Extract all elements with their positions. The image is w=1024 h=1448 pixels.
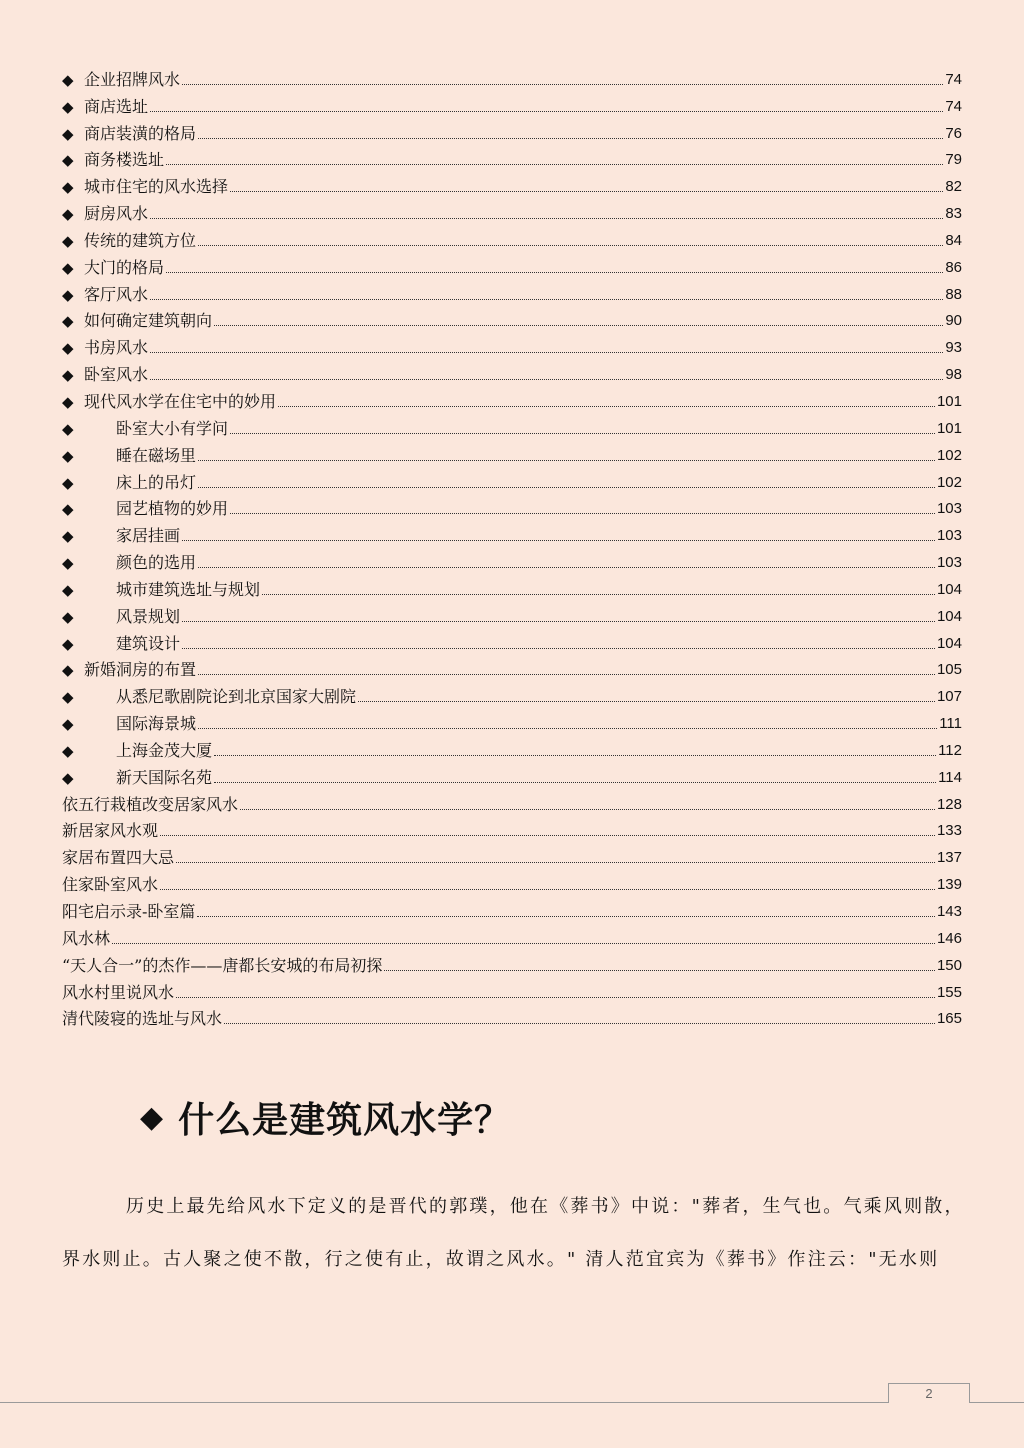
toc-dot-leader [166,271,943,273]
toc-entry-page: 76 [945,124,962,142]
toc-entry[interactable] [62,975,962,1002]
diamond-bullet-icon: ◆ [140,1100,165,1135]
toc-entry-page: 74 [945,70,962,88]
diamond-bullet-icon: ◆ [62,473,74,492]
toc-entry-page: 103 [936,527,962,545]
toc-entry-title: 客厅风水 [84,284,149,304]
toc-entry-page: 103 [936,500,962,518]
diamond-bullet-icon: ◆ [62,580,74,599]
toc-dot-leader [278,405,935,407]
toc-entry[interactable] [62,948,962,975]
toc-entry[interactable] [62,143,962,170]
diamond-bullet-icon: ◆ [62,97,74,116]
toc-entry-page: 84 [945,231,962,249]
toc-entry-title: 清代陵寝的选址与风水 [62,1009,223,1029]
toc-entry-title: 商店装潢的格局 [84,123,197,143]
toc-entry-page: 128 [936,795,962,813]
toc-dot-leader [214,781,936,783]
diamond-bullet-icon: ◆ [62,366,74,385]
diamond-bullet-icon: ◆ [62,178,74,197]
toc-entry[interactable] [62,894,962,921]
toc-entry-page: 137 [936,849,962,867]
paragraph-line-2: 界水则止。古人聚之使不散，行之使有止，故谓之风水。" 清人范宜宾为《葬书》作注云："无水则 [62,1249,940,1270]
toc-entry-page: 74 [945,97,962,115]
toc-dot-leader [214,324,943,326]
toc-entry-title: 上海金茂大厦 [116,740,213,760]
toc-entry-page: 83 [945,205,962,223]
toc-entry-page: 150 [936,956,962,974]
toc-entry-page: 102 [936,473,962,491]
toc-entry-title: 传统的建筑方位 [84,230,197,250]
toc-entry-title: 家居挂画 [116,526,181,546]
toc-entry[interactable] [62,223,962,250]
toc-entry-title: 风景规划 [116,606,181,626]
diamond-bullet-icon: ◆ [62,527,74,546]
toc-dot-leader [198,727,937,729]
toc-dot-leader [150,217,943,219]
toc-entry[interactable] [62,814,962,841]
toc-dot-leader [230,190,943,192]
toc-entry-title: 城市建筑选址与规划 [116,579,261,599]
toc-entry-page: 111 [939,715,962,733]
toc-dot-leader [150,351,943,353]
toc-entry[interactable] [62,840,962,867]
toc-entry-title: 商务楼选址 [84,150,165,170]
diamond-bullet-icon: ◆ [62,339,74,358]
toc-dot-leader [182,620,935,622]
toc-entry[interactable] [62,706,962,733]
toc-dot-leader [150,298,943,300]
toc-entry-title: 卧室风水 [84,365,149,385]
toc-entry-page: 82 [945,178,962,196]
toc-entry-title: 园艺植物的妙用 [116,499,229,519]
toc-entry-title: 现代风水学在住宅中的妙用 [84,391,277,411]
toc-dot-leader [240,808,935,810]
footer-rule [0,1402,1024,1403]
toc-dot-leader [160,834,935,836]
page-number: 2 [925,1386,933,1401]
toc-entry[interactable] [62,760,962,787]
toc-entry[interactable] [62,89,962,116]
diamond-bullet-icon: ◆ [62,688,74,707]
diamond-bullet-icon: ◆ [62,661,74,680]
toc-entry-title: 企业招牌风水 [84,69,181,89]
toc-entry-page: 90 [945,312,962,330]
toc-entry-page: 101 [936,419,962,437]
toc-entry[interactable] [62,277,962,304]
toc-entry-title: 风水村里说风水 [62,982,175,1002]
toc-entry-title: 新天国际名苑 [116,767,213,787]
toc-entry-title: 新居家风水观 [62,821,159,841]
toc-entry[interactable] [62,62,962,89]
toc-entry-page: 101 [936,392,962,410]
toc-dot-leader [176,996,935,998]
toc-entry-title: 家居布置四大忌 [62,848,175,868]
toc-dot-leader [150,110,943,112]
toc-entry-title: 从悉尼歌剧院论到北京国家大剧院 [116,687,357,707]
toc-entry-title: 卧室大小有学问 [116,418,229,438]
toc-entry[interactable] [62,492,962,519]
section-heading-text: 什么是建筑风水学？ [178,1100,512,1141]
toc-entry[interactable] [62,545,962,572]
toc-entry[interactable] [62,599,962,626]
toc-entry-page: 133 [936,822,962,840]
toc-entry-title: 城市住宅的风水选择 [84,177,229,197]
toc-entry-title: “天人合一”的杰作——唐都长安城的布局初探 [62,955,383,975]
toc-entry-page: 104 [936,634,962,652]
toc-entry-page: 155 [936,983,962,1001]
toc-entry[interactable] [62,679,962,706]
toc-entry-title: 睡在磁场里 [116,445,197,465]
toc-entry-title: 商店选址 [84,96,149,116]
toc-entry[interactable] [62,330,962,357]
toc-dot-leader [198,244,943,246]
toc-entry[interactable] [62,357,962,384]
diamond-bullet-icon: ◆ [62,151,74,170]
toc-entry-title: 新婚洞房的布置 [84,660,197,680]
toc-entry[interactable] [62,787,962,814]
toc-entry-page: 93 [945,339,962,357]
toc-dot-leader [262,593,935,595]
diamond-bullet-icon: ◆ [62,715,74,734]
toc-entry[interactable] [62,653,962,680]
toc-entry-page: 86 [945,258,962,276]
toc-entry-page: 146 [936,929,962,947]
toc-dot-leader [358,700,935,702]
diamond-bullet-icon: ◆ [62,231,74,250]
toc-dot-leader [176,861,935,863]
diamond-bullet-icon: ◆ [62,312,74,331]
toc-entry[interactable] [62,733,962,760]
toc-entry[interactable] [62,411,962,438]
toc-dot-leader [230,432,935,434]
toc-entry-page: 88 [945,285,962,303]
toc-entry-page: 104 [936,580,962,598]
toc-entry-title: 依五行栽植改变居家风水 [62,794,239,814]
toc-entry-title: 建筑设计 [116,633,181,653]
toc-entry[interactable] [62,169,962,196]
toc-entry-page: 114 [938,768,962,786]
diamond-bullet-icon: ◆ [62,258,74,277]
toc-dot-leader [198,137,943,139]
toc-entry[interactable] [62,304,962,331]
toc-entry-title: 住家卧室风水 [62,875,159,895]
toc-entry-title: 床上的吊灯 [116,472,197,492]
diamond-bullet-icon: ◆ [62,741,74,760]
toc-entry[interactable] [62,384,962,411]
toc-entry[interactable] [62,250,962,277]
toc-entry[interactable] [62,196,962,223]
toc-entry-page: 143 [936,903,962,920]
toc-entry[interactable] [62,438,962,465]
diamond-bullet-icon: ◆ [62,500,74,519]
toc-entry[interactable] [62,1002,962,1029]
toc-dot-leader [198,486,935,488]
toc-entry-title: 大门的格局 [84,257,165,277]
toc-entry-title: 风水林 [62,928,111,948]
toc-dot-leader [230,512,935,514]
toc-entry-page: 103 [936,554,962,572]
toc-entry[interactable] [62,867,962,894]
toc-dot-leader [160,888,935,890]
diamond-bullet-icon: ◆ [62,124,74,143]
diamond-bullet-icon: ◆ [62,634,74,653]
toc-entry-title: 国际海景城 [116,714,197,734]
toc-entry-title: 阳宅启示录-卧室篇 [62,902,196,921]
toc-entry-page: 102 [936,446,962,464]
toc-dot-leader [166,163,943,165]
toc-dot-leader [197,915,935,917]
toc-entry-page: 165 [936,1010,962,1028]
toc-entry-title: 颜色的选用 [116,553,197,573]
diamond-bullet-icon: ◆ [62,554,74,573]
toc-entry[interactable] [62,116,962,143]
toc-dot-leader [112,942,935,944]
toc-dot-leader [182,539,935,541]
diamond-bullet-icon: ◆ [62,607,74,626]
toc-dot-leader [182,647,935,649]
toc-dot-leader [198,459,935,461]
toc-dot-leader [224,1022,935,1024]
section-heading [140,1092,511,1143]
toc-entry-title: 厨房风水 [84,204,149,224]
toc-entry-page: 105 [936,661,962,679]
toc-entry-page: 98 [945,366,962,384]
toc-dot-leader [198,566,935,568]
page-number-tab [888,1383,970,1403]
toc-entry-page: 107 [936,688,962,706]
diamond-bullet-icon: ◆ [62,205,74,224]
toc-dot-leader [150,378,943,380]
diamond-bullet-icon: ◆ [62,70,74,89]
toc-dot-leader [214,754,936,756]
paragraph-line-1: 历史上最先给风水下定义的是晋代的郭璞，他在《葬书》中说："葬者，生气也。气乘风则散， [126,1196,965,1217]
diamond-bullet-icon: ◆ [62,419,74,438]
toc-entry-page: 79 [945,151,962,169]
toc-dot-leader [198,673,935,675]
toc-entry[interactable] [62,921,962,948]
toc-dot-leader [182,83,943,85]
toc-entry[interactable] [62,518,962,545]
toc-entry-page: 139 [936,876,962,894]
table-of-contents [62,62,962,1028]
toc-entry[interactable] [62,572,962,599]
diamond-bullet-icon: ◆ [62,446,74,465]
toc-entry[interactable] [62,465,962,492]
toc-entry[interactable] [62,626,962,653]
toc-entry-page: 112 [938,741,962,759]
diamond-bullet-icon: ◆ [62,768,74,787]
toc-entry-title: 书房风水 [84,338,149,358]
diamond-bullet-icon: ◆ [62,285,74,304]
toc-entry-title: 如何确定建筑朝向 [84,311,213,331]
toc-entry-page: 104 [936,607,962,625]
diamond-bullet-icon: ◆ [62,392,74,411]
toc-dot-leader [384,969,935,971]
